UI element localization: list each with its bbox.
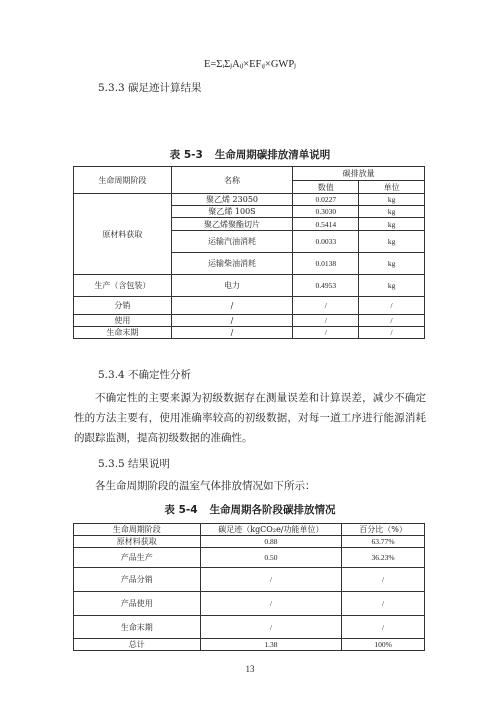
header-unit: 单位 bbox=[359, 181, 425, 194]
percent-cell: / bbox=[342, 592, 425, 616]
table-row bbox=[74, 194, 425, 206]
item-name: 运输柴油消耗 bbox=[171, 253, 293, 275]
stage-emission-table bbox=[73, 523, 425, 651]
item-value: / bbox=[293, 297, 359, 315]
item-name: / bbox=[171, 327, 293, 339]
item-unit: kg bbox=[359, 275, 425, 297]
item-value: 0.4953 bbox=[293, 275, 359, 297]
item-name: 聚乙烯 23050 bbox=[171, 194, 293, 206]
table-5-3-caption bbox=[0, 147, 500, 162]
item-value: 0.0033 bbox=[293, 231, 359, 253]
percent-cell: 100% bbox=[342, 639, 425, 651]
item-name: 运输汽油消耗 bbox=[171, 231, 293, 253]
stage-end-of-life: 生命末期 bbox=[74, 327, 172, 339]
results-paragraph: 各生命周期阶段的温室气体排放情况如下所示： bbox=[95, 480, 316, 492]
item-value: 0.0227 bbox=[293, 194, 359, 206]
table-row bbox=[74, 275, 425, 297]
emission-inventory-table bbox=[73, 166, 425, 339]
stage-cell: 总计 bbox=[74, 639, 201, 651]
table-row bbox=[74, 592, 425, 616]
table-5-4-caption bbox=[0, 502, 500, 517]
header-stage: 生命周期阶段 bbox=[74, 167, 172, 194]
item-name: 聚乙烯聚酯切片 bbox=[171, 218, 293, 231]
table-row bbox=[74, 327, 425, 339]
item-name: 聚乙烯 100S bbox=[171, 206, 293, 218]
uncertainty-paragraph: 不确定性的主要来源为初级数据存在测量误差和计算误差，减少不确定性的方法主要有，使用准确率较高的初级数据，对每一道工序进行能源消耗的跟踪监测，提高初级数据的准确性。 bbox=[74, 392, 426, 444]
table-row bbox=[74, 297, 425, 315]
item-name: / bbox=[171, 297, 293, 315]
table-row bbox=[74, 568, 425, 592]
header-footprint: 碳足迹（kgCO₂e/功能单位） bbox=[200, 524, 342, 536]
carbon-formula: E=ΣᵢΣⱼAᵢⱼ×EFᵢⱼ×GWPⱼ bbox=[203, 59, 297, 70]
percent-cell: 63.77% bbox=[342, 536, 425, 548]
header-name: 名称 bbox=[171, 167, 293, 194]
stage-raw-material: 原材料获取 bbox=[74, 194, 172, 275]
section-heading-533: 5.3.3 碳足迹计算结果 bbox=[98, 82, 202, 94]
item-value: / bbox=[293, 327, 359, 339]
footprint-cell: / bbox=[200, 568, 342, 592]
percent-cell: / bbox=[342, 616, 425, 639]
table-row bbox=[74, 315, 425, 327]
stage-production: 生产（含包装） bbox=[74, 275, 172, 297]
stage-cell: 产品生产 bbox=[74, 548, 201, 568]
section-heading-534: 5.3.4 不确定性分析 bbox=[98, 369, 192, 381]
stage-distribution: 分销 bbox=[74, 297, 172, 315]
item-value: 0.0138 bbox=[293, 253, 359, 275]
stage-cell: 生命末期 bbox=[74, 616, 201, 639]
footprint-cell: / bbox=[200, 592, 342, 616]
item-unit: / bbox=[359, 297, 425, 315]
page-number: 13 bbox=[245, 664, 255, 674]
table-5-4-number: 表 5-4 bbox=[164, 504, 198, 516]
table-row bbox=[74, 616, 425, 639]
stage-cell: 原材料获取 bbox=[74, 536, 201, 548]
percent-cell: 36.23% bbox=[342, 548, 425, 568]
item-unit: kg bbox=[359, 253, 425, 275]
footprint-cell: 0.50 bbox=[200, 548, 342, 568]
table-row bbox=[74, 548, 425, 568]
header-value: 数值 bbox=[293, 181, 359, 194]
table-5-4-title: 生命周期各阶段碳排放情况 bbox=[209, 504, 336, 516]
stage-cell: 产品分销 bbox=[74, 568, 201, 592]
table-row bbox=[74, 639, 425, 651]
item-name: / bbox=[171, 315, 293, 327]
footprint-cell: 0.88 bbox=[200, 536, 342, 548]
item-unit: / bbox=[359, 327, 425, 339]
item-unit: / bbox=[359, 315, 425, 327]
item-unit: kg bbox=[359, 194, 425, 206]
header-emission: 碳排放量 bbox=[293, 167, 425, 181]
item-unit: kg bbox=[359, 231, 425, 253]
table-5-3-number: 表 5-3 bbox=[169, 149, 203, 161]
item-value: / bbox=[293, 315, 359, 327]
header-stage: 生命周期阶段 bbox=[74, 524, 201, 536]
table-5-3-title: 生命周期碳排放清单说明 bbox=[214, 149, 331, 161]
item-unit: kg bbox=[359, 206, 425, 218]
stage-use: 使用 bbox=[74, 315, 172, 327]
stage-cell: 产品使用 bbox=[74, 592, 201, 616]
table-row bbox=[74, 536, 425, 548]
section-heading-535: 5.3.5 结果说明 bbox=[98, 458, 171, 470]
footprint-cell: / bbox=[200, 616, 342, 639]
item-value: 0.3030 bbox=[293, 206, 359, 218]
item-unit: kg bbox=[359, 218, 425, 231]
footprint-cell: 1.38 bbox=[200, 639, 342, 651]
percent-cell: / bbox=[342, 568, 425, 592]
header-percent: 百分比（%） bbox=[342, 524, 425, 536]
item-name: 电力 bbox=[171, 275, 293, 297]
item-value: 0.5414 bbox=[293, 218, 359, 231]
